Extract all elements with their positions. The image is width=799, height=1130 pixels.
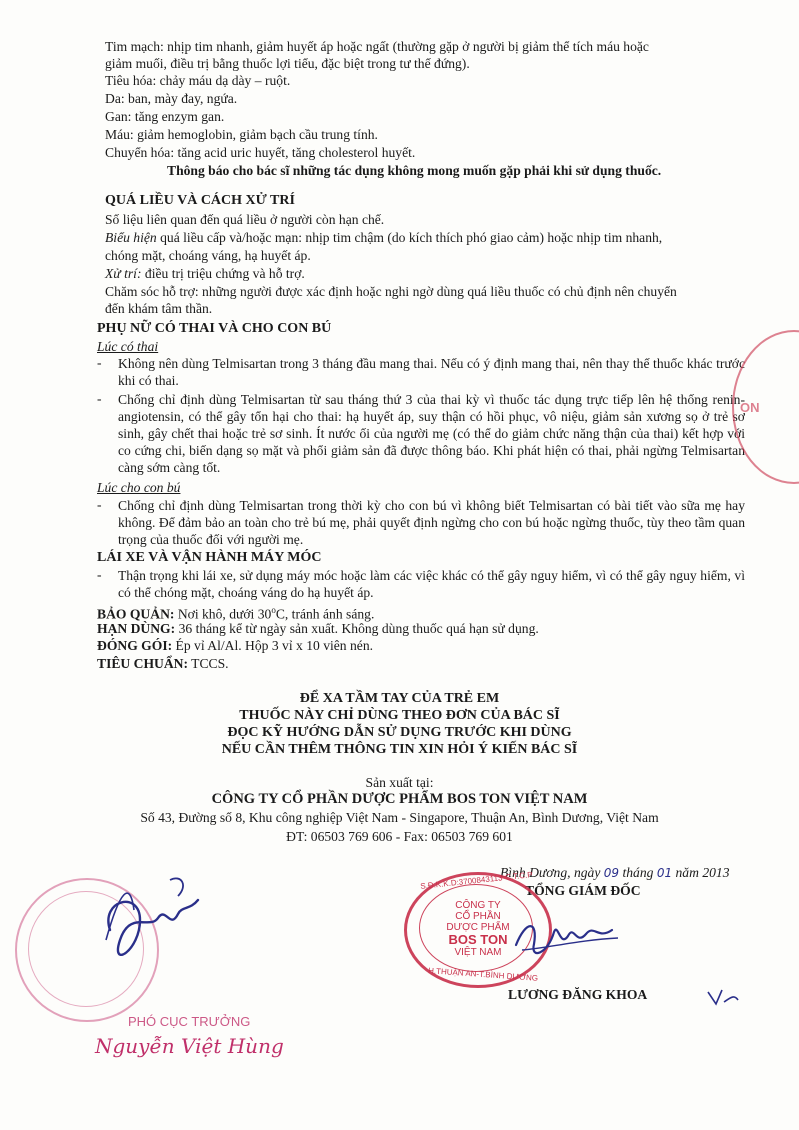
- manufacturer-phone: ĐT: 06503 769 606 - Fax: 06503 769 601: [286, 829, 513, 844]
- pregnancy-heading: PHỤ NỮ CÓ THAI VÀ CHO CON BÚ: [97, 321, 332, 336]
- driving-paragraph: Thận trọng khi lái xe, sử dụng máy móc hoặc làm các việc khác có thể gây nguy hiểm, vì có thể gây nguy hiểm, vì có thể chóng mặt, choáng váng do hạ huyết áp.: [118, 568, 745, 600]
- overdose-line-5: Chăm sóc hỗ trợ: những người được xác định hoặc nghi ngờ dùng quá liều thuốc có chủ định nên chuyển: [105, 284, 677, 299]
- approval-title: PHÓ CỤC TRƯỞNG: [128, 1014, 251, 1029]
- driving-heading: LÁI XE VÀ VẬN HÀNH MÁY MÓC: [97, 550, 322, 565]
- approval-name: Nguyễn Việt Hùng: [95, 1034, 284, 1058]
- edge-stamp-fragment: ON: [740, 400, 760, 415]
- expiry-label: HẠN DÙNG:: [97, 621, 176, 636]
- side-effect-skin: Da: ban, mày đay, ngứa.: [105, 91, 238, 106]
- breastfeeding-sub-heading: Lúc cho con bú: [97, 480, 181, 495]
- manufacturer-name: CÔNG TY CỔ PHẦN DƯỢC PHẨM BOS TON VIỆT NAM: [211, 791, 588, 807]
- date-suffix: năm 2013: [672, 865, 730, 880]
- stamp-line-1: CÔNG TY: [455, 900, 501, 911]
- packaging-line: [97, 637, 373, 654]
- date-day: 09: [603, 866, 620, 880]
- director-name: LƯƠNG ĐĂNG KHOA: [508, 987, 648, 1002]
- side-effect-liver: Gan: tăng enzym gan.: [105, 109, 225, 124]
- manufacturer-label: Sản xuất tại:: [365, 775, 434, 790]
- warning-line-2: THUỐC NÀY CHỈ DÙNG THEO ĐƠN CỦA BÁC SĨ: [239, 708, 560, 723]
- director-signature: [508, 910, 628, 970]
- initials-mark: [706, 988, 746, 1008]
- stamp-ring-top-text: S.Đ.K.K.D:3700843113-C.T.C.P: [419, 870, 533, 891]
- stamp-line-2: CỔ PHẦN: [455, 911, 501, 922]
- stamp-line-3: DƯỢC PHẨM: [446, 922, 510, 933]
- bullet-dash: -: [97, 497, 102, 512]
- overdose-treatment-label: Xử trí:: [105, 266, 142, 281]
- side-effect-cardio: Tim mạch: nhịp tim nhanh, giảm huyết áp hoặc ngất (thường gặp ở người bị giảm thể tích máu hoặc: [105, 39, 649, 54]
- overdose-line-6: đến khám tâm thần.: [105, 301, 213, 316]
- breastfeeding-paragraph: Chống chỉ định dùng Telmisartan trong thời kỳ cho con bú vì không biết Telmisartan có bài tiết vào sữa mẹ hay không. Để đảm bảo an toàn cho trẻ bú mẹ, phải quyết định ngừng cho con bú hoặc ngừng thuốc, tùy theo tầm quan trọng của thuốc đối với người mẹ.: [118, 498, 745, 547]
- director-title: TỔNG GIÁM ĐỐC: [525, 883, 641, 898]
- side-effect-notice: Thông báo cho bác sĩ những tác dụng không mong muốn gặp phải khi sử dụng thuốc.: [167, 163, 662, 178]
- stamp-line-5: VIỆT NAM: [454, 947, 502, 958]
- side-effect-cardio-cont: giảm muối, điều trị bằng thuốc lợi tiểu, đặc biệt trong tư thế đứng).: [105, 56, 470, 71]
- side-effect-digestive: Tiêu hóa: chảy máu dạ dày – ruột.: [105, 73, 291, 88]
- expiry-text: 36 tháng kể từ ngày sản xuất. Không dùng thuốc quá hạn sử dụng.: [175, 621, 539, 636]
- overdose-symptom-text: quá liều cấp và/hoặc mạn: nhịp tim chậm (do kích thích phó giao cảm) hoặc nhịp tim nhanh,: [156, 230, 663, 245]
- standard-line: [97, 655, 229, 672]
- storage-label: BẢO QUẢN:: [97, 606, 175, 622]
- pregnancy-paragraph-2: Chống chỉ định dùng Telmisartan từ sau tháng thứ 3 của thai kỳ vì thuốc tác dụng trực tiếp lên hệ thống renin- angiotensin, có thể gây tổn hại cho thai: hạ huyết áp, suy thận có hồi phục, vô niệu, giảm sản xương sọ ở trẻ sơ sinh, gây chết thai hoặc trẻ sơ sinh. Ít nước ối của người mẹ (có thể do giảm chức năng thận của thai) kết hợp với co cứng chi, biến dạng sọ mặt và phổi giảm sản đã được thông báo. Khi phát hiện có thai, phải ngừng Telmisartan càng sớm càng tốt.: [118, 392, 745, 475]
- packaging-label: ĐÓNG GÓI:: [97, 638, 173, 653]
- bullet-dash: -: [97, 355, 102, 370]
- side-effect-blood: Máu: giảm hemoglobin, giảm bạch cầu trung tính.: [105, 127, 378, 142]
- stamp-ring-bottom-text: H.THUẬN AN-T.BÌNH DƯƠNG: [427, 966, 539, 983]
- overdose-line-2: [105, 229, 662, 246]
- pregnancy-sub-heading: Lúc có thai: [97, 339, 159, 354]
- warning-line-4: NẾU CẦN THÊM THÔNG TIN XIN HỎI Ý KIẾN BÁC SĨ: [221, 742, 578, 757]
- packaging-text: Ép vỉ Al/Al. Hộp 3 vỉ x 10 viên nén.: [172, 638, 374, 653]
- side-effect-metabolic: Chuyển hóa: tăng acid uric huyết, tăng cholesterol huyết.: [105, 145, 416, 160]
- date-month: 01: [656, 866, 673, 880]
- date-mid: tháng: [619, 865, 657, 880]
- overdose-line-3: chóng mặt, choáng váng, hạ huyết áp.: [105, 248, 311, 263]
- warning-line-1: ĐỂ XA TẦM TAY CỦA TRẺ EM: [299, 691, 500, 706]
- bullet-dash: -: [97, 391, 102, 406]
- approval-signature: [70, 870, 240, 990]
- expiry-line: [97, 620, 539, 637]
- standard-label: TIÊU CHUẨN:: [97, 656, 189, 671]
- overdose-line-1: Số liệu liên quan đến quá liều ở người còn hạn chế.: [105, 212, 385, 227]
- signature-date: [500, 864, 730, 882]
- pregnancy-paragraph-1: Không nên dùng Telmisartan trong 3 tháng đầu mang thai. Nếu có ý định mang thai, nên thay thế thuốc khác trước khi có thai.: [118, 356, 745, 388]
- storage-text-post: C, tránh ánh sáng.: [275, 606, 375, 622]
- bullet-dash: -: [97, 567, 102, 582]
- warning-line-3: ĐỌC KỸ HƯỚNG DẪN SỬ DỤNG TRƯỚC KHI DÙNG: [227, 725, 572, 740]
- stamp-line-4: BOS TON: [448, 932, 508, 947]
- degree-sup: o: [271, 605, 276, 615]
- standard-text: TCCS.: [188, 656, 229, 671]
- storage-text: Nơi khô, dưới 30: [174, 606, 272, 622]
- date-prefix: Bình Dương, ngày: [500, 865, 604, 880]
- manufacturer-address: Số 43, Đường số 8, Khu công nghiệp Việt Nam - Singapore, Thuận An, Bình Dương, Việt Nam: [140, 810, 659, 825]
- overdose-line-4: [105, 265, 305, 282]
- overdose-symptom-label: Biểu hiện: [105, 230, 157, 245]
- overdose-treatment-text: điều trị triệu chứng và hỗ trợ.: [141, 266, 305, 281]
- overdose-heading: QUÁ LIỀU VÀ CÁCH XỬ TRÍ: [105, 193, 295, 208]
